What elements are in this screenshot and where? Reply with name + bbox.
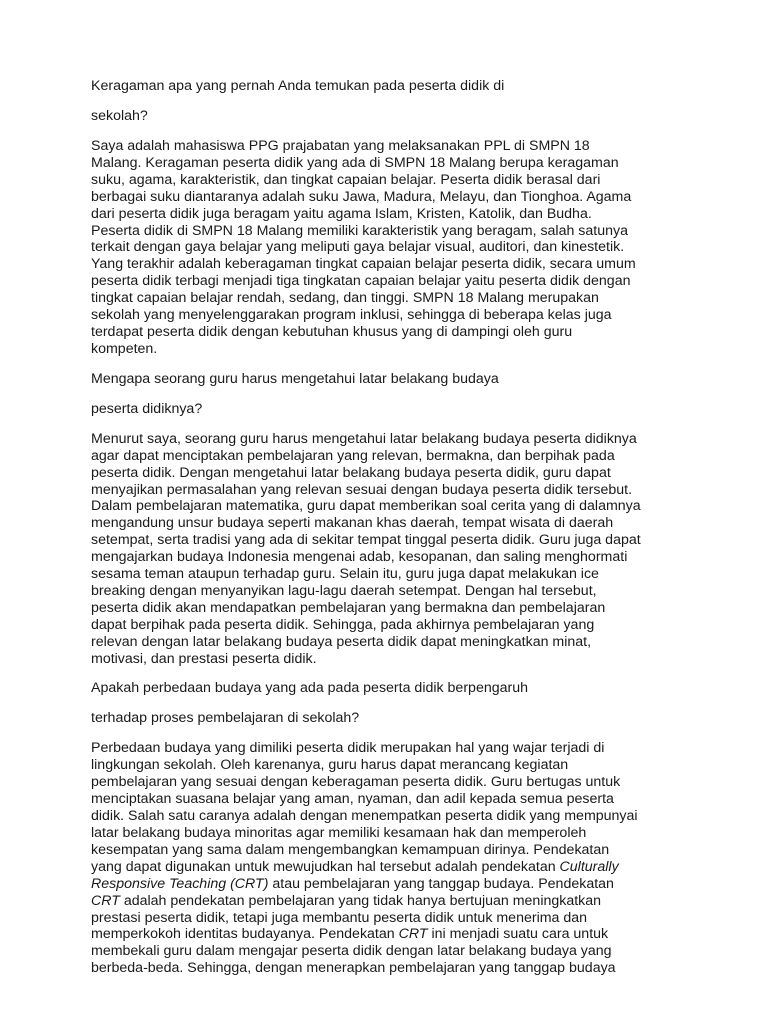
- answer-line: peserta didik akan mendapatkan pembelajaran yang bermakna dan pembelajaran: [91, 599, 606, 616]
- answer-line: menciptakan suasana belajar yang aman, nyaman, dan adil kepada semua peserta: [91, 791, 614, 808]
- answer-line: Malang. Keragaman peserta didik yang ada di SMPN 18 Malang berupa keragaman: [91, 154, 619, 171]
- answer-line: berbeda-beda. Sehingga, dengan menerapkan pembelajaran yang tanggap budaya: [91, 960, 616, 977]
- answer-line: tingkat capaian belajar rendah, sedang, dan tinggi. SMPN 18 Malang merupakan: [91, 290, 599, 307]
- answer-line: kesempatan yang sama dalam mengembangkan kemampuan dirinya. Pendekatan: [91, 841, 610, 858]
- italic-term: CRT: [398, 926, 428, 943]
- answer-2: [91, 431, 691, 668]
- answer-line: terkait dengan gaya belajar yang meliputi gaya belajar visual, auditori, dan kinestetik.: [91, 239, 625, 256]
- answer-line: suku, agama, karakteristik, dan tingkat capaian belajar. Peserta didik berasal dari: [91, 171, 601, 188]
- answer-line: Dalam pembelajaran matematika, guru dapat memberikan soal cerita yang di dalamnya: [91, 498, 641, 515]
- question-1-line-2: sekolah?: [91, 108, 148, 124]
- answer-line: prestasi peserta didik, tetapi juga membantu peserta didik untuk menerima dan: [91, 909, 588, 926]
- question-3-line-1: Apakah perbedaan budaya yang ada pada peserta didik berpengaruh: [91, 680, 529, 697]
- question-3-line-2: terhadap proses pembelajaran di sekolah?: [91, 710, 360, 727]
- answer-line: Yang terakhir adalah keberagaman tingkat capaian belajar peserta didik, secara umum: [91, 256, 636, 273]
- answer-line: CRT adalah pendekatan pembelajaran yang tidak hanya bertujuan meningkatkan: [91, 892, 602, 909]
- italic-term: Culturally: [559, 858, 619, 875]
- answer-line: peserta didik. Dengan mengetahui latar belakang budaya peserta didik, guru dapat: [91, 464, 611, 481]
- answer-line: dapat berpihak pada peserta didik. Sehingga, pada akhirnya pembelajaran yang: [91, 616, 595, 633]
- italic-term: CRT: [91, 892, 120, 909]
- answer-line: setempat, serta tradisi yang ada di sekitar tempat tinggal peserta didik. Guru juga dapat: [91, 532, 641, 549]
- answer-line: didik. Salah satu caranya adalah dengan menempatkan peserta didik yang mempunyai: [91, 808, 638, 825]
- question-2-line-1: Mengapa seorang guru harus mengetahui latar belakang budaya: [91, 370, 499, 387]
- question-1-line-1: Keragaman apa yang pernah Anda temukan pada peserta didik di: [91, 78, 505, 94]
- italic-term: Responsive Teaching (CRT): [91, 875, 269, 892]
- answer-line: mengandung unsur budaya seperti makanan khas daerah, tempat wisata di daerah: [91, 515, 614, 532]
- answer-1: [91, 138, 691, 358]
- answer-line: dari peserta didik juga beragam yaitu agama Islam, Kristen, Katolik, dan Budha.: [91, 205, 592, 222]
- answer-line: memperkokoh identitas budayanya. Pendekatan CRT ini menjadi suatu cara untuk: [91, 926, 609, 943]
- answer-line: sesama teman ataupun terhadap guru. Selain itu, guru juga dapat melakukan ice: [91, 566, 599, 583]
- answer-line: berbagai suku diantaranya adalah suku Jawa, Madura, Melayu, dan Tionghoa. Agama: [91, 188, 632, 205]
- answer-line: agar dapat menciptakan pembelajaran yang relevan, bermakna, dan berpihak pada: [91, 447, 615, 464]
- answer-line: relevan dengan latar belakang budaya peserta didik dapat meningkatkan minat,: [91, 633, 592, 650]
- answer-3: [91, 740, 691, 977]
- answer-line: Responsive Teaching (CRT) atau pembelajaran yang tanggap budaya. Pendekatan: [91, 875, 614, 892]
- answer-line: Peserta didik di SMPN 18 Malang memiliki karakteristik yang beragam, salah satunya: [91, 222, 628, 239]
- answer-line: latar belakang budaya minoritas agar memiliki kesamaan hak dan memperoleh: [91, 825, 587, 841]
- answer-line: menyajikan permasalahan yang relevan sesuai dengan budaya peserta didik tersebut.: [91, 481, 633, 498]
- answer-line: kompeten.: [91, 340, 158, 357]
- answer-line: breaking dengan menyanyikan lagu-lagu daerah setempat. Dengan hal tersebut,: [91, 582, 597, 599]
- answer-line: sekolah yang menyelenggarakan program inklusi, sehingga di beberapa kelas juga: [91, 307, 612, 324]
- answer-line: Menurut saya, seorang guru harus mengetahui latar belakang budaya peserta didiknya: [91, 430, 637, 447]
- document-body: [91, 78, 691, 990]
- answer-line: peserta didik terbagi menjadi tiga tingkatan capaian belajar yaitu peserta didik dengan: [91, 273, 631, 290]
- answer-line: membekali guru dalam mengajar peserta didik dengan latar belakang budaya yang: [91, 943, 612, 960]
- answer-line: motivasi, dan prestasi peserta didik.: [91, 650, 317, 667]
- answer-line: Perbedaan budaya yang dimiliki peserta didik merupakan hal yang wajar terjadi di: [91, 740, 605, 757]
- answer-line: lingkungan sekolah. Oleh karenanya, guru harus dapat merancang kegiatan: [91, 757, 569, 774]
- answer-line: mengajarkan budaya Indonesia mengenai adab, kesopanan, dan saling menghormati: [91, 549, 628, 566]
- question-2-line-2: peserta didiknya?: [91, 400, 203, 417]
- answer-line: pembelajaran yang sesuai dengan keberagaman peserta didik. Guru bertugas untuk: [91, 774, 621, 791]
- answer-line: yang dapat digunakan untuk mewujudkan hal tersebut adalah pendekatan Culturally: [91, 858, 619, 875]
- answer-line: Saya adalah mahasiswa PPG prajabatan yang melaksanakan PPL di SMPN 18: [91, 138, 590, 154]
- answer-line: terdapat peserta didik dengan kebutuhan khusus yang di dampingi oleh guru: [91, 323, 573, 340]
